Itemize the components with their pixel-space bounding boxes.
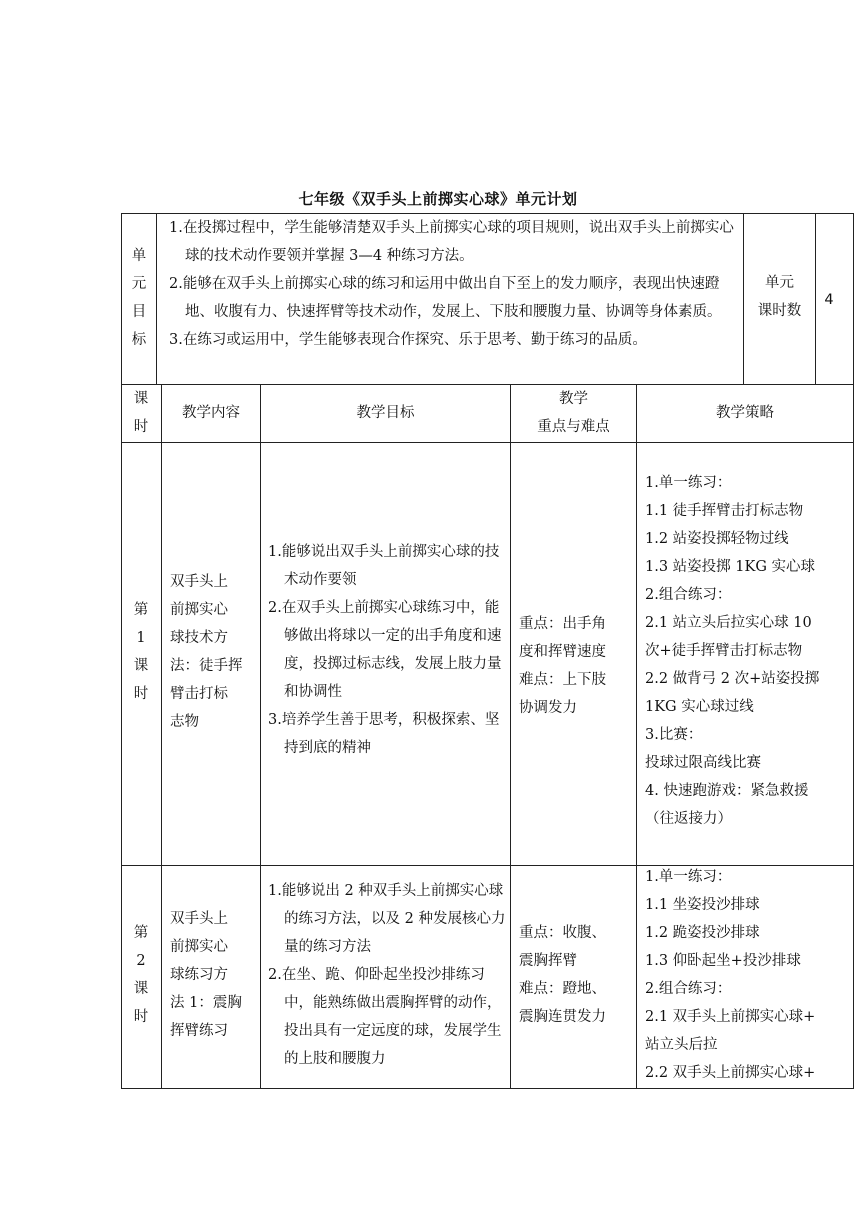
content-line: 法：徒手挥 — [170, 658, 243, 674]
strategy-line: 2.组合练习： — [645, 981, 732, 997]
objective-item: 2.在双手头上前掷实心球练习中，能够做出将球以一定的出手角度和速度，投掷过标志线，发展上肢力量和协调性 — [268, 600, 502, 700]
row-divider-2 — [121, 442, 854, 443]
key-line: 重点：出手角 — [519, 616, 606, 632]
header-objectives: 教学目标 — [356, 405, 415, 421]
strategy-line: 1.2 跪姿投沙排球 — [645, 925, 760, 941]
unit-goal-label — [123, 242, 155, 354]
strategy-line: 2.组合练习： — [645, 587, 732, 603]
unit-goal-1: 1.在投掷过程中，学生能够清楚双手头上前掷实心球的项目规则，说出双手头上前掷实心球的技术动作要领并掌握 3—4 种练习方法。 — [169, 220, 734, 264]
key-line: 协调发力 — [519, 700, 577, 716]
objective-item: 2.在坐、跪、仰卧起坐投沙排练习中，能熟练做出震胸挥臂的动作，投出具有一定远度的球，发展学生的上肢和腰腹力 — [268, 967, 502, 1067]
unit-goals — [169, 214, 741, 354]
objective-item: 1.能够说出双手头上前掷实心球的技术动作要领 — [268, 544, 500, 588]
content-line: 志物 — [170, 714, 199, 730]
col-line-c — [510, 384, 511, 1089]
objective-item: 3.培养学生善于思考，积极探索、坚持到底的精神 — [268, 712, 500, 756]
strategy-line: 1.2 站姿投掷轻物过线 — [645, 531, 789, 547]
lesson-label-char: 课 — [133, 981, 149, 997]
key-line: 难点：蹬地、 — [519, 981, 606, 997]
strategy-line: 3.比赛： — [645, 727, 703, 743]
unit-hours-label — [744, 269, 815, 325]
header-strategy: 教学策略 — [716, 405, 774, 421]
lesson-1-key-points — [519, 610, 635, 722]
content-line: 臂击打标 — [170, 686, 228, 702]
unit-plan-table — [121, 213, 854, 1089]
strategy-line: 1.3 仰卧起坐+投沙排球 — [645, 953, 801, 969]
lesson-label-char: 时 — [133, 686, 149, 702]
unit-goal-label-char: 标 — [131, 332, 147, 348]
header-key-points — [511, 385, 636, 441]
lesson-1-objectives — [268, 538, 506, 762]
lesson-label-char: 第 — [133, 602, 149, 618]
header-key-line1: 教学 — [559, 391, 588, 407]
content-line: 球练习方 — [170, 967, 228, 983]
strategy-line: 1.单一练习： — [645, 475, 732, 491]
lesson-label-char: 时 — [133, 1009, 149, 1025]
col-line-d — [636, 384, 637, 1089]
strategy-line: 次+徒手挥臂击打标志物 — [645, 643, 803, 659]
content-line: 前掷实心 — [170, 939, 228, 955]
content-line: 球技术方 — [170, 630, 228, 646]
strategy-line: 1.1 徒手挥臂击打标志物 — [645, 503, 804, 519]
content-line: 挥臂练习 — [170, 1023, 228, 1039]
lesson-2-key-points — [519, 919, 635, 1031]
lesson-1-content — [170, 568, 258, 736]
strategy-line: 站立头后拉 — [645, 1037, 718, 1053]
header-lesson-char: 课 — [133, 391, 149, 407]
page-title: 七年级《双手头上前掷实心球》单元计划 — [298, 190, 578, 208]
lesson-2-label — [122, 919, 160, 1031]
strategy-line: 1.单一练习： — [645, 869, 732, 885]
table-border-right-top — [853, 213, 854, 384]
content-line: 双手头上 — [170, 911, 228, 927]
objective-item: 1.能够说出 2 种双手头上前掷实心球的练习方法，以及 2 种发展核心力量的练习方法 — [268, 883, 506, 955]
lesson-2-strategy — [645, 863, 851, 1087]
unit-goal-label-char: 单 — [131, 248, 147, 264]
key-line: 震胸挥臂 — [519, 953, 577, 969]
lesson-2-objectives — [268, 877, 506, 1073]
col-line-b — [260, 384, 261, 1089]
header-content: 教学内容 — [182, 405, 240, 421]
strategy-line: 1KG 实心球过线 — [645, 699, 754, 715]
content-line: 前掷实心 — [170, 602, 228, 618]
unit-goal-label-char: 元 — [131, 276, 147, 292]
strategy-line: 1.3 站姿投掷 1KG 实心球 — [645, 559, 816, 575]
col-line-a — [161, 384, 162, 1089]
key-line: 度和挥臂速度 — [519, 644, 606, 660]
strategy-line: 4. 快速跑游戏：紧急救援 — [645, 783, 809, 799]
strategy-line: 2.2 双手头上前掷实心球+ — [645, 1065, 816, 1081]
col-line-e — [853, 384, 854, 1089]
lesson-label-char: 第 — [133, 925, 149, 941]
unit-hours-label-line1: 单元 — [765, 275, 794, 291]
unit-goal-2: 2.能够在双手头上前掷实心球的练习和运用中做出自下至上的发力顺序，表现出快速蹬地、收腹有力、快速挥臂等技术动作，发展上、下肢和腰腹力量、协调等身体素质。 — [169, 276, 722, 320]
unit-goal-label-char: 目 — [131, 304, 147, 320]
lesson-1-label — [122, 596, 160, 708]
header-lesson-char: 时 — [133, 419, 149, 435]
strategy-line: 1.1 坐姿投沙排球 — [645, 897, 760, 913]
unit-hours-label-line2: 课时数 — [757, 303, 802, 319]
strategy-line: 2.1 双手头上前掷实心球+ — [645, 1009, 816, 1025]
strategy-line: 投球过限高线比赛 — [645, 755, 761, 771]
lesson-label-char: 2 — [136, 953, 146, 969]
lesson-label-char: 课 — [133, 658, 149, 674]
strategy-line: 2.1 站立头后拉实心球 10 — [645, 615, 812, 631]
lesson-label-char: 1 — [136, 630, 146, 646]
content-line: 双手头上 — [170, 574, 228, 590]
strategy-line: 2.2 做背弓 2 次+站姿投掷 — [645, 671, 820, 687]
content-line: 法 1：震胸 — [170, 995, 242, 1011]
key-line: 震胸连贯发力 — [519, 1009, 606, 1025]
unit-goal-3: 3.在练习或运用中，学生能够表现合作探究、乐于思考、勤于练习的品质。 — [169, 332, 647, 348]
lesson-2-content — [170, 905, 258, 1045]
header-lesson — [122, 385, 160, 441]
col-line-r1-a — [156, 213, 157, 384]
key-line: 难点：上下肢 — [519, 672, 606, 688]
row-divider-1 — [121, 384, 854, 385]
strategy-line: （往返接力） — [645, 811, 732, 827]
table-border-bottom — [121, 1088, 854, 1089]
lesson-1-strategy — [645, 469, 851, 833]
unit-hours-value: 4 — [824, 292, 834, 308]
header-key-line2: 重点与难点 — [537, 419, 610, 435]
key-line: 重点：收腹、 — [519, 925, 606, 941]
